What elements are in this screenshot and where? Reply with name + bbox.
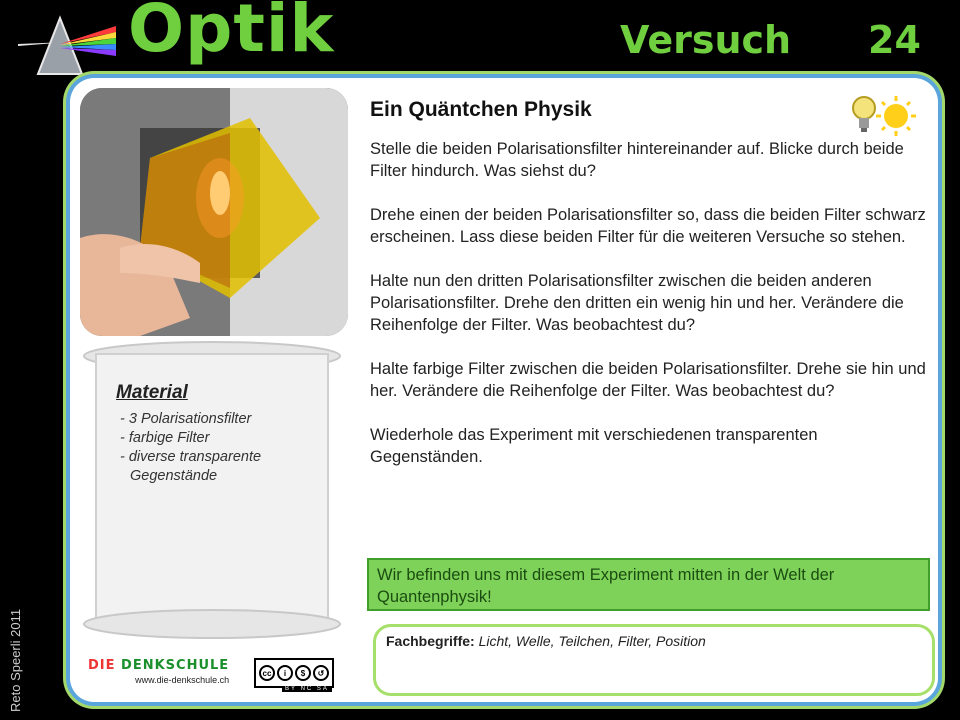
license-tags: BY NC SA	[282, 686, 332, 692]
experiment-photo	[80, 88, 348, 336]
instruction-paragraph: Halte farbige Filter zwischen die beiden Polarisationsfilter. Drehe sie hin und her. Verändere die Reihenfolge der Filter. Was beobachtest du?	[370, 360, 926, 400]
content-card	[70, 78, 938, 702]
terms-label: Fachbegriffe:	[386, 633, 475, 649]
terms-box	[373, 624, 935, 696]
creative-commons-badge	[254, 658, 334, 688]
author-credit: Reto Speerli 2011	[8, 608, 23, 712]
logo-name-part-die: DIE	[88, 658, 116, 673]
page-title: Optik	[128, 0, 335, 67]
photo-illustration-icon	[80, 88, 348, 336]
instruction-paragraph: Halte nun den dritten Polarisationsfilter zwischen die beiden anderen Polarisationsfilter. Drehe den dritten ein wenig hin und her. Verändere die Reihenfolge der Filter. Was beobachtest du?	[370, 272, 904, 334]
list-item: - 3 Polarisationsfilter	[120, 411, 252, 427]
logo-name-part-denkschule: DENKSCHULE	[121, 658, 230, 673]
by-icon: i	[277, 665, 293, 681]
instruction-paragraph: Stelle die beiden Polarisationsfilter hintereinander auf. Blicke durch beide Filter hindurch. Was siehst du?	[370, 140, 904, 180]
list-item: - farbige Filter	[120, 430, 210, 446]
terms-value: Licht, Welle, Teilchen, Filter, Position	[478, 633, 706, 649]
nc-icon: $	[295, 665, 311, 681]
sa-icon: ↺	[313, 665, 329, 681]
prism-logo-icon	[8, 6, 118, 76]
material-list	[120, 410, 330, 486]
instruction-paragraph: Wiederhole das Experiment mit verschiedenen transparenten Gegenständen.	[370, 426, 818, 466]
cc-icon: cc	[259, 665, 275, 681]
logo-name	[88, 658, 229, 673]
list-item: - diverse transparente Gegenstände	[120, 449, 262, 484]
section-heading: Ein Quäntchen Physik	[370, 98, 592, 121]
instructions	[370, 138, 930, 490]
instruction-paragraph: Drehe einen der beiden Polarisationsfilter so, dass die beiden Filter schwarz erscheinen. Lass diese beiden Filter für die weiteren Versuche so stehen.	[370, 206, 926, 246]
denkschule-logo	[88, 658, 229, 685]
versuch-label: Versuch	[620, 18, 792, 62]
material-title: Material	[116, 382, 188, 403]
highlight-box: Wir befinden uns mit diesem Experiment mitten in der Welt der Quantenphysik!	[367, 558, 930, 611]
logo-url: www.die-denkschule.ch	[135, 675, 230, 685]
lightbulb-sun-icon	[846, 92, 916, 140]
versuch-number: 24	[868, 18, 921, 62]
